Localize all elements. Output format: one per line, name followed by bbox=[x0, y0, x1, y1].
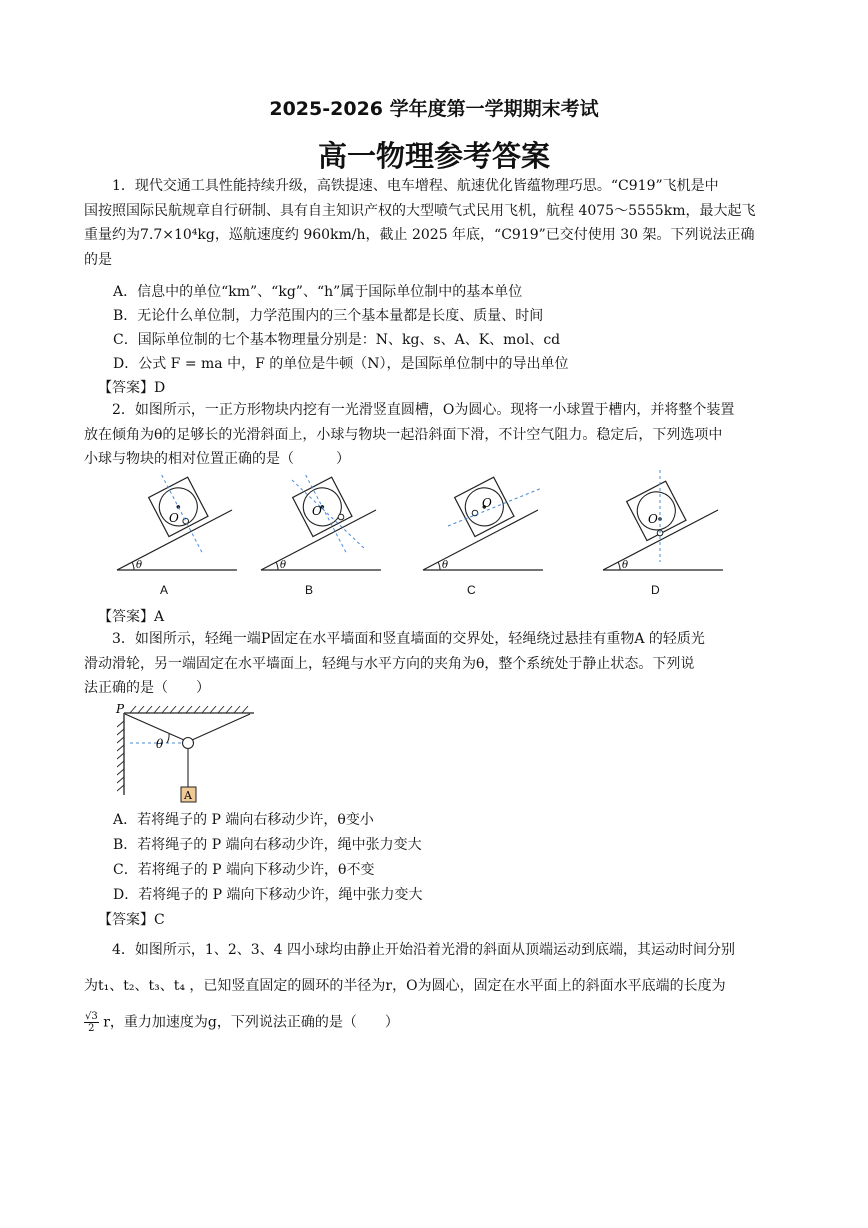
figure-2d bbox=[598, 470, 728, 580]
figure-2d-label: D bbox=[651, 583, 660, 597]
question-2-line: 小球与物块的相对位置正确的是（ ） bbox=[84, 451, 350, 467]
angle-label: θ bbox=[156, 737, 164, 751]
angle-label: θ bbox=[136, 560, 143, 571]
figure-2c bbox=[418, 470, 548, 580]
figure-2c-label: C bbox=[467, 583, 476, 597]
question-3-line: 滑动滑轮，另一端固定在水平墙面上，轻绳与水平方向的夹角为θ，整个系统处于静止状态。下列说 bbox=[84, 655, 695, 672]
fraction-numerator: √3 bbox=[85, 1011, 98, 1022]
question-1-line: 重量约为7.7×10⁴kg，巡航速度约 960km/h，截止 2025 年底，“C919”已交付使用 30 架。下列说法正确 bbox=[84, 227, 755, 243]
figure-3 bbox=[112, 703, 262, 805]
angle-label: θ bbox=[280, 560, 287, 571]
question-1-option-d: D．公式 F = ma 中，F 的单位是牛顿（N），是国际单位制中的导出单位 bbox=[113, 356, 569, 372]
figure-2b-label: B bbox=[305, 583, 314, 597]
question-2-line: 放在倾角为θ的足够长的光滑斜面上，小球与物块一起沿斜面下滑，不计空气阻力。稳定后，下列选项中 bbox=[84, 426, 723, 443]
question-4-line-3-text: r，重力加速度为g，下列说法正确的是（ ） bbox=[103, 1014, 399, 1031]
sqrt3-over-2-fraction bbox=[84, 1011, 99, 1034]
center-o-label: O bbox=[169, 511, 179, 525]
question-3-stem bbox=[84, 627, 784, 701]
question-4-line-1: 4．如图所示，1、2、3、4 四小球均由静止开始沿着光滑的斜面从顶端运动到底端，其运动时间分别 bbox=[112, 942, 735, 958]
question-3-answer: 【答案】C bbox=[98, 912, 165, 928]
center-o-label: O bbox=[312, 504, 322, 518]
question-2-answer: 【答案】A bbox=[98, 609, 165, 625]
question-1-option-b: B．无论什么单位制，力学范围内的三个基本量都是长度、质量、时间 bbox=[113, 308, 544, 324]
fraction-denominator: 2 bbox=[88, 1023, 95, 1034]
question-1-line: 的是 bbox=[84, 251, 112, 268]
question-3-option-d: D．若将绳子的 P 端向下移动少许，绳中张力变大 bbox=[113, 887, 423, 903]
question-3-line: 法正确的是（ ） bbox=[84, 680, 210, 696]
angle-label: θ bbox=[442, 560, 449, 571]
question-1-answer: 【答案】D bbox=[98, 380, 166, 396]
question-1-option-a: A．信息中的单位“km”、“kg”、“h”属于国际单位制中的基本单位 bbox=[113, 284, 523, 300]
question-2-stem bbox=[84, 398, 784, 472]
question-1-stem bbox=[84, 174, 784, 272]
point-p-label: P bbox=[116, 702, 125, 716]
question-2-line: 2．如图所示，一正方形物块内挖有一光滑竖直圆槽，O为圆心。现将一小球置于槽内，并将整个装置 bbox=[112, 402, 735, 418]
figure-2b bbox=[256, 470, 386, 580]
question-4-line-3 bbox=[84, 1011, 399, 1034]
exam-title: 2025-2026 学年度第一学期期末考试 bbox=[269, 98, 599, 120]
question-3-option-b: B．若将绳子的 P 端向右移动少许，绳中张力变大 bbox=[113, 837, 422, 853]
figure-2a bbox=[112, 470, 242, 580]
figure-2a-label: A bbox=[160, 583, 169, 597]
question-4-line-2: 为t₁、t₂、t₃、t₄ ，已知竖直固定的圆环的半径为r，O为圆心，固定在水平面上的斜面水平底端的长度为 bbox=[84, 978, 726, 994]
weight-a-label: A bbox=[184, 789, 192, 802]
page-title: 高一物理参考答案 bbox=[317, 139, 550, 173]
question-1-option-c: C．国际单位制的七个基本物理量分别是：N、kg、s、A、K、mol、cd bbox=[113, 332, 561, 348]
question-3-line: 3．如图所示，轻绳一端P固定在水平墙面和竖直墙面的交界处，轻绳绕过悬挂有重物A 的轻质光 bbox=[112, 631, 705, 647]
center-o-label: O bbox=[648, 512, 658, 526]
angle-label: θ bbox=[622, 560, 629, 571]
question-3-option-a: A．若将绳子的 P 端向右移动少许，θ变小 bbox=[113, 812, 374, 828]
question-1-line: 国按照国际民航规章自行研制、具有自主知识产权的大型喷气式民用飞机，航程 4075～5555km，最大起飞 bbox=[84, 202, 756, 219]
center-o-label: O bbox=[482, 496, 492, 510]
question-1-line: 1．现代交通工具性能持续升级，高铁提速、电车增程、航速优化皆蕴物理巧思。“C919”飞机是中 bbox=[112, 178, 719, 194]
question-3-option-c: C．若将绳子的 P 端向下移动少许，θ不变 bbox=[113, 862, 375, 878]
